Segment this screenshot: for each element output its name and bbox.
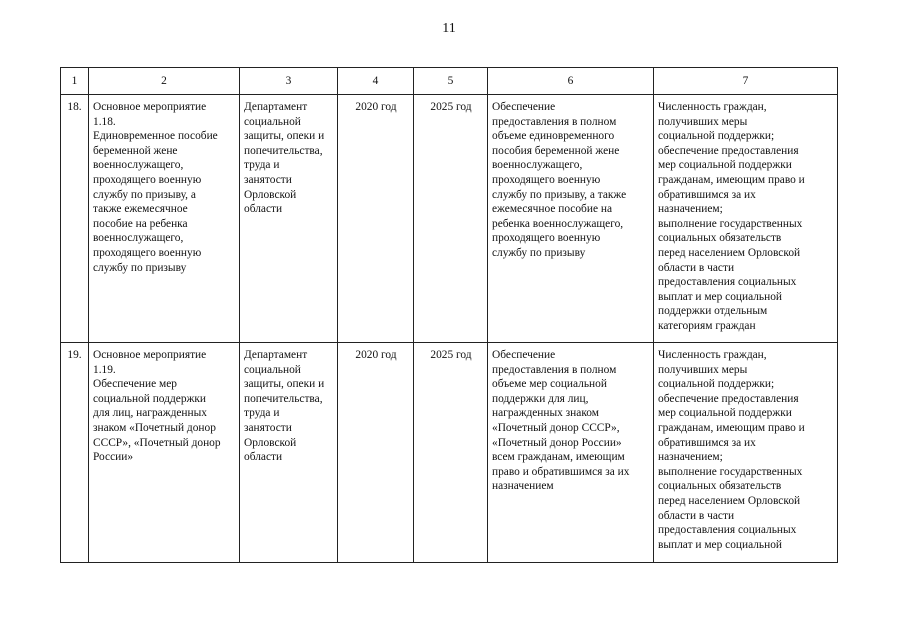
- result-text: Обеспечение предоставления в полном объеме мер социальной поддержки для лиц, награжденных знаком «Почетный донор СССР», «Почетный донор России» всем гражданам, имеющим право и обратившимся за их назначением: [492, 349, 630, 493]
- result-text: Обеспечение предоставления в полном объеме единовременного пособия беременной жене военнослужащего, проходящего военную службу по призыву, а также ежемесячное пособие на ребенка военнослужащего, проходящего военную службу по призыву: [492, 101, 627, 259]
- row-number: 18.: [67, 101, 82, 113]
- indicators-cell: [654, 95, 838, 343]
- column-header-result: 6: [488, 68, 654, 95]
- event-cell: [89, 343, 240, 563]
- table-header-row: [61, 68, 838, 95]
- indicators-text: Численность граждан, получивших меры социальной поддержки; обеспечение предоставления мер социальной поддержки гражданам, имеющим право и обратившимся за их назначением; выполнение государственных социальных обязательств перед населением Орловской области в части предоставления социальных выплат и мер социальной поддержки отдельным категориям граждан: [658, 101, 805, 332]
- result-cell: [488, 95, 654, 343]
- executor-cell: [240, 95, 338, 343]
- column-header-indicators: 7: [654, 68, 838, 95]
- table-row: [61, 95, 838, 343]
- event-text: Основное мероприятие 1.19. Обеспечение мер социальной поддержки для лиц, награжденных знаком «Почетный донор СССР», «Почетный донор России»: [93, 349, 221, 464]
- table-row: [61, 343, 838, 563]
- end-year-cell: [414, 343, 488, 563]
- result-cell: [488, 343, 654, 563]
- start-year-cell: [338, 343, 414, 563]
- row-number: 19.: [67, 349, 82, 361]
- column-header-executor: 3: [240, 68, 338, 95]
- indicators-cell: [654, 343, 838, 563]
- end-year: 2025 год: [430, 101, 472, 113]
- column-header-end-year: 5: [414, 68, 488, 95]
- start-year: 2020 год: [355, 349, 397, 361]
- end-year-cell: [414, 95, 488, 343]
- executor-cell: [240, 343, 338, 563]
- row-number-cell: [61, 343, 89, 563]
- event-text: Основное мероприятие 1.18. Единовременное пособие беременной жене военнослужащего, проходящего военную службу по призыву, а также ежемесячное пособие на ребенка военнослужащего, проходящего военную службу по призыву: [93, 101, 218, 274]
- start-year: 2020 год: [355, 101, 397, 113]
- column-header-number: 1: [61, 68, 89, 95]
- column-header-start-year: 4: [338, 68, 414, 95]
- executor-text: Департамент социальной защиты, опеки и попечительства, труда и занятости Орловской области: [244, 349, 325, 464]
- end-year: 2025 год: [430, 349, 472, 361]
- indicators-text: Численность граждан, получивших меры социальной поддержки; обеспечение предоставления мер социальной поддержки гражданам, имеющим право и обратившимся за их назначением; выполнение государственных социальных обязательств перед населением Орловской области в части предоставления социальных выплат и мер социальной: [658, 349, 805, 551]
- page-number: 11: [442, 21, 456, 36]
- event-cell: [89, 95, 240, 343]
- row-number-cell: [61, 95, 89, 343]
- start-year-cell: [338, 95, 414, 343]
- executor-text: Департамент социальной защиты, опеки и попечительства, труда и занятости Орловской области: [244, 101, 325, 216]
- column-header-event: 2: [89, 68, 240, 95]
- program-activities-table: [60, 67, 838, 563]
